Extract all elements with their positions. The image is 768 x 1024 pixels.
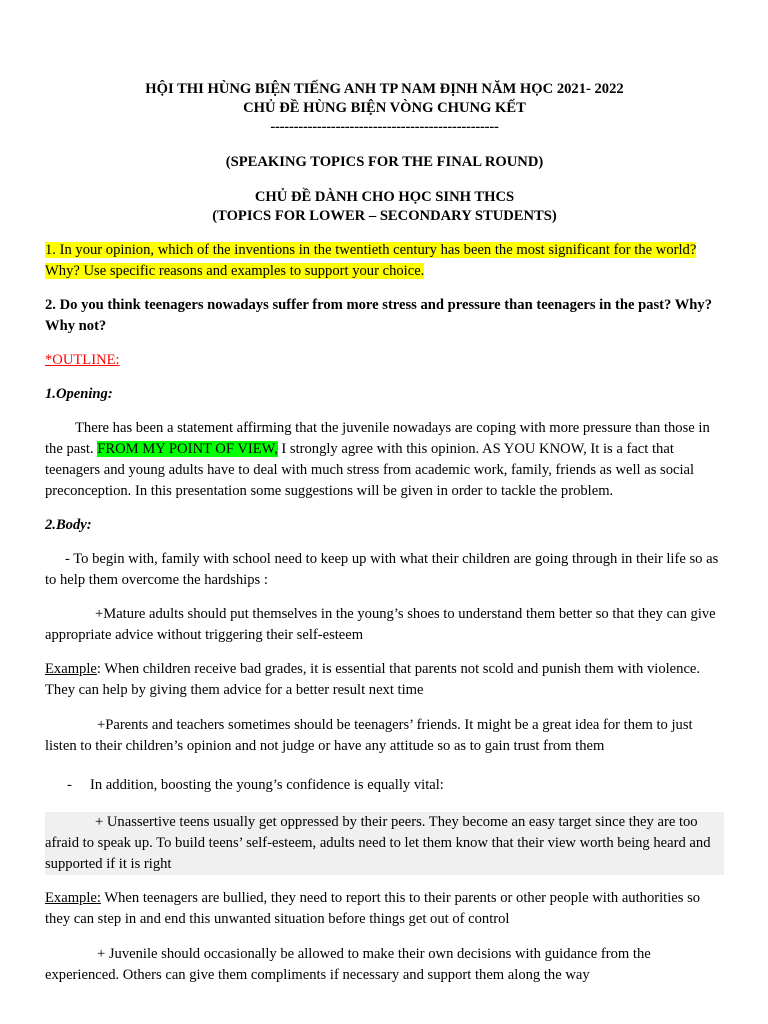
body-heading: 2.Body:	[45, 517, 92, 533]
student-level-heading: CHỦ ĐỀ DÀNH CHO HỌC SINH THCS	[254, 189, 515, 205]
student-level-heading-en: (TOPICS FOR LOWER – SECONDARY STUDENTS)	[212, 208, 557, 224]
speaking-topics-heading: (SPEAKING TOPICS FOR THE FINAL ROUND)	[225, 154, 544, 170]
opening-text-1: There has been a statement affirming that the juvenile nowadays are coping with more pressure than those in the past.	[45, 420, 710, 457]
opening-text-2: I strongly agree with this opinion. AS YOU KNOW, It is a fact that teenagers and young adults have to deal with much stress from academic work, family, friends as well as social preconception. In this presentation some suggestions will be given in order to tackle the problem.	[45, 441, 695, 499]
topic-1	[45, 240, 724, 282]
opening-heading: 1.Opening:	[45, 386, 113, 402]
example-2	[45, 888, 724, 930]
outline-label: *OUTLINE:	[45, 352, 120, 368]
body-point-2-text: In addition, boosting the young’s confidence is equally vital:	[90, 777, 444, 793]
body-sub-1: +Mature adults should put themselves in the young’s shoes to understand them better so that they can give appropriate advice without triggering their self-esteem	[45, 606, 716, 643]
example-1-text: : When children receive bad grades, it is essential that parents not scold and punish them with violence. They can help by giving them advice for a better result next time	[45, 661, 701, 698]
body-sub-2: +Parents and teachers sometimes should be teenagers’ friends. It might be a great idea for them to just listen to their children’s opinion and not judge or have any attitude so as to gain trust from them	[45, 717, 693, 754]
topic-1-text: 1. In your opinion, which of the inventions in the twentieth century has been the most significant for the world? Why? Use specific reasons and examples to support your choice.	[45, 242, 697, 279]
topic-2	[45, 295, 724, 337]
document-header	[45, 80, 724, 226]
body-sub-3: + Unassertive teens usually get oppressed by their peers. They become an easy target since they are too afraid to speak up. To build teens’ self-esteem, adults need to let them know that their view worth being heard and supported if it is right	[45, 812, 724, 875]
header-rule: -------------------------------------------------	[270, 119, 499, 135]
topic-2-text: 2. Do you think teenagers nowadays suffer from more stress and pressure than teenagers in the past? Why? Why not?	[45, 297, 713, 334]
body-point-1: - To begin with, family with school need to keep up with what their children are going through in their life so as to help them overcome the hardships :	[45, 551, 719, 588]
example-1-label: Example	[45, 661, 97, 677]
contest-subtitle: CHỦ ĐỀ HÙNG BIỆN VÒNG CHUNG KẾT	[243, 100, 526, 116]
example-1	[45, 659, 724, 701]
opening-highlight: FROM MY POINT OF VIEW,	[97, 441, 278, 457]
example-2-text: When teenagers are bullied, they need to report this to their parents or other people with authorities so they can step in and end this unwanted situation before things get out of control	[45, 890, 701, 927]
contest-title: HỘI THI HÙNG BIỆN TIẾNG ANH TP NAM ĐỊNH NĂM HỌC 2021- 2022	[145, 81, 624, 97]
example-2-label: Example:	[45, 890, 101, 906]
body-sub-4: + Juvenile should occasionally be allowed to make their own decisions with guidance from the experienced. Others can give them compliments if necessary and support them along the way	[45, 946, 651, 983]
opening-paragraph	[45, 418, 724, 502]
dash-bullet: -	[67, 777, 72, 793]
body-point-2	[45, 775, 724, 796]
